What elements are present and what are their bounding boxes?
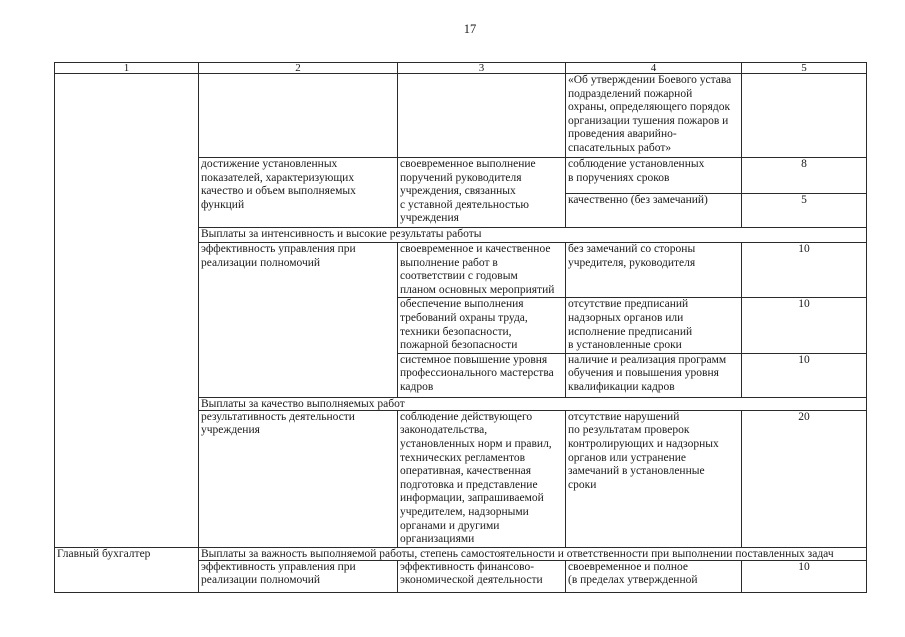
points-cell: 10 [742, 243, 867, 298]
points-cell: 20 [742, 410, 867, 547]
criterion-cell: системное повышение уровня профессионального мастерства кадров [398, 353, 566, 397]
indicator-cell: результативность деятельности учреждения [199, 410, 398, 547]
column-number-row [55, 63, 867, 74]
criterion-cell: эффективность финансово- экономической деятельности [398, 560, 566, 592]
indicator-cell: эффективность управления при реализации полномочий [199, 243, 398, 398]
criterion-cell: обеспечение выполнения требований охраны труда, техники безопасности, пожарной безопасности [398, 298, 566, 353]
points-cell: 8 [742, 158, 867, 194]
condition-cell: отсутствие нарушений по результатам проверок контролирующих и надзорных органов или устранение замечаний в установленные сроки [566, 410, 742, 547]
indicator-cell-empty [199, 74, 398, 158]
condition-cell: «Об утверждении Боевого устава подразделений пожарной охраны, определяющего порядок организации тушения пожаров и проведения аварийно- спасательных работ» [566, 74, 742, 158]
criterion-cell-empty [398, 74, 566, 158]
condition-cell: качественно (без замечаний) [566, 194, 742, 228]
position-cell: Главный бухгалтер [55, 547, 199, 592]
page-number: 17 [463, 22, 477, 36]
condition-cell: соблюдение установленных в поручениях сроков [566, 158, 742, 194]
points-cell: 5 [742, 194, 867, 228]
criterion-cell: соблюдение действующего законодательства, установленных норм и правил, технических регламентов оперативная, качественная подготовка и представление информации, запрашиваемой учредителем, надзорными органами и другими организациями [398, 410, 566, 547]
table-row [55, 74, 867, 158]
criterion-cell: своевременное выполнение поручений руководителя учреждения, связанных с уставной деятельностью учреждения [398, 158, 566, 228]
section-title: Выплаты за качество выполняемых работ [199, 397, 867, 410]
section-title: Выплаты за интенсивность и высокие результаты работы [199, 228, 867, 243]
criterion-cell: своевременное и качественное выполнение работ в соответствии с годовым планом основных мероприятий [398, 243, 566, 298]
position-cell-empty [55, 74, 199, 548]
condition-cell: без замечаний со стороны учредителя, руководителя [566, 243, 742, 298]
points-cell: 10 [742, 353, 867, 397]
condition-cell: своевременное и полное (в пределах утвержденной [566, 560, 742, 592]
indicator-cell: эффективность управления при реализации полномочий [199, 560, 398, 592]
column-number-4: 4 [566, 63, 742, 74]
column-number-3: 3 [398, 63, 566, 74]
points-cell: 10 [742, 298, 867, 353]
column-number-2: 2 [199, 63, 398, 74]
points-cell-empty [742, 74, 867, 158]
section-row [55, 547, 867, 560]
condition-cell: отсутствие предписаний надзорных органов или исполнение предписаний в установленные сроки [566, 298, 742, 353]
section-title: Выплаты за важность выполняемой работы, степень самостоятельности и ответственности при выполнении поставленных задач [199, 547, 867, 560]
bonus-criteria-table [54, 62, 867, 593]
condition-cell: наличие и реализация программ обучения и повышения уровня квалификации кадров [566, 353, 742, 397]
points-cell: 10 [742, 560, 867, 592]
column-number-1: 1 [55, 63, 199, 74]
column-number-5: 5 [742, 63, 867, 74]
indicator-cell: достижение установленных показателей, характеризующих качество и объем выполняемых функций [199, 158, 398, 228]
